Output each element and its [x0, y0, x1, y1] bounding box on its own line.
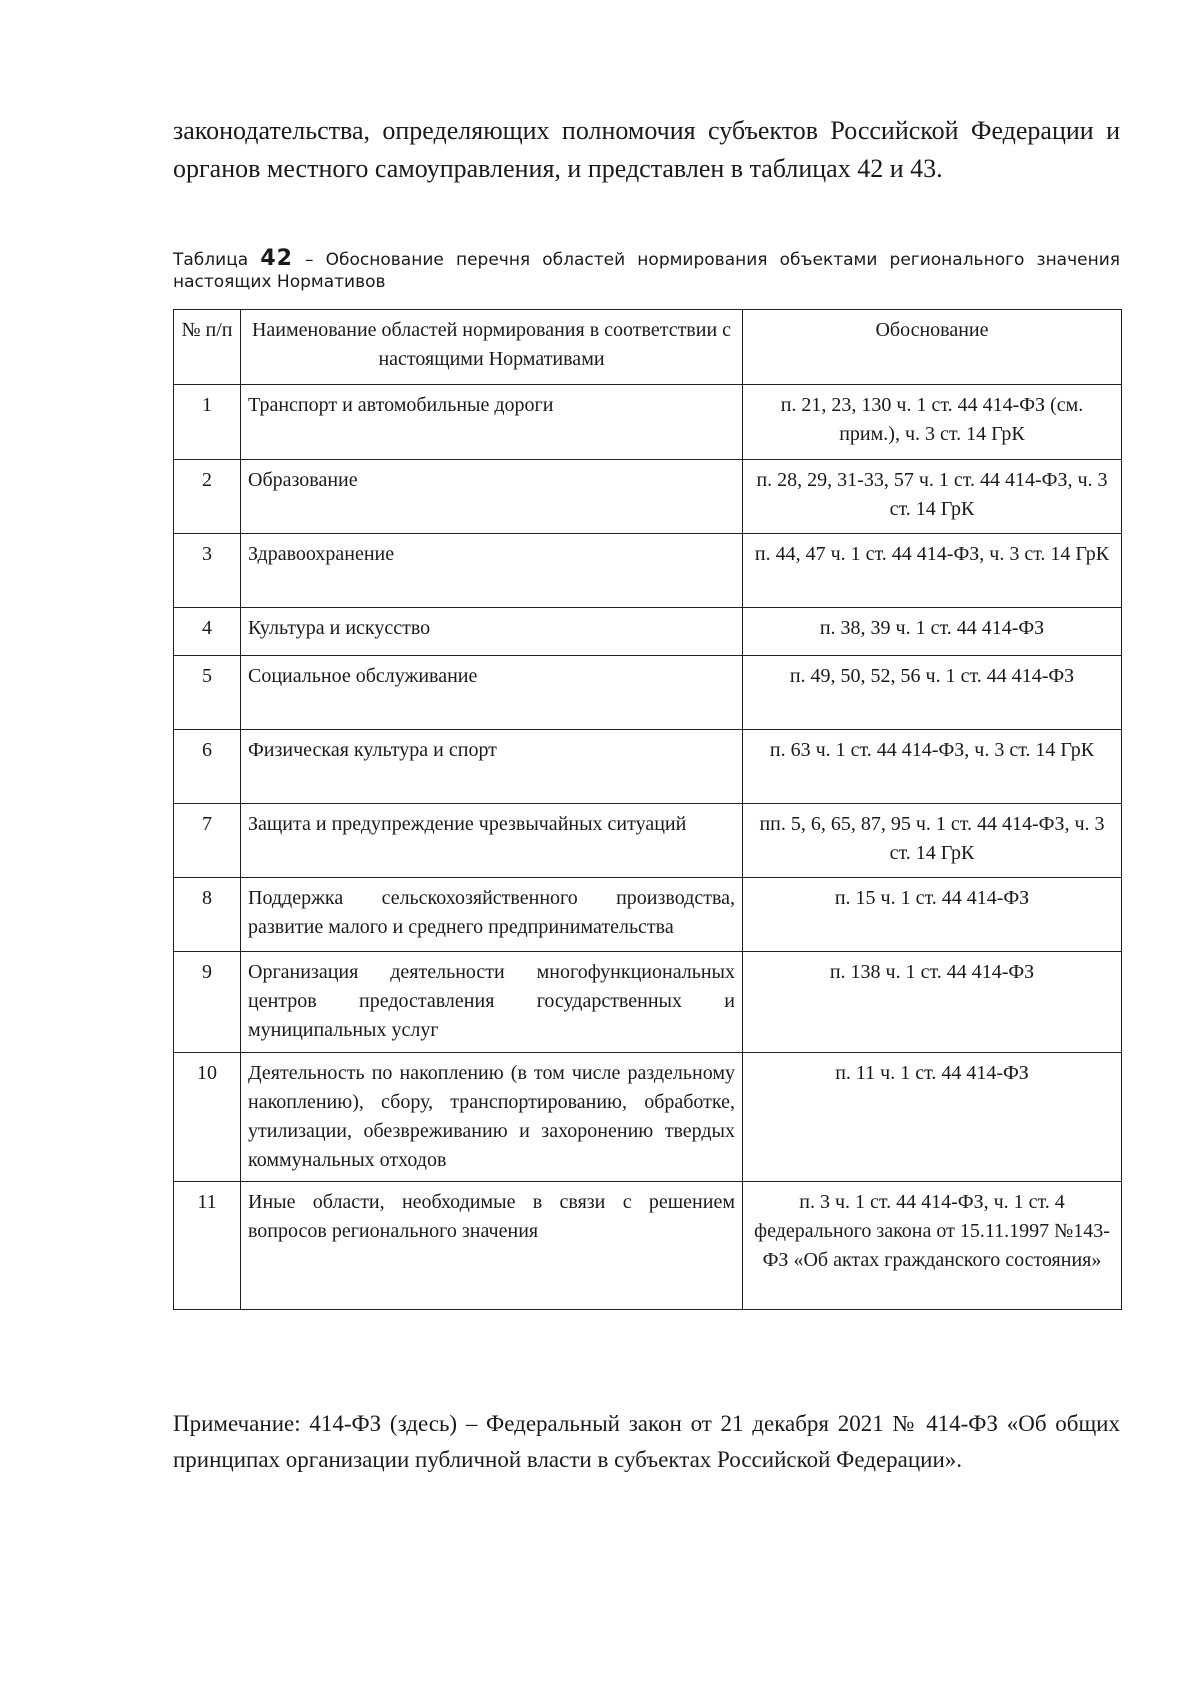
row-number: 3 [174, 534, 241, 608]
row-area-name: Образование [241, 460, 743, 534]
row-number: 8 [174, 878, 241, 952]
intro-paragraph: законодательства, определяющих полномочия субъектов Российской Федерации и органов местного самоуправления, и представлен в таблицах 42 и 43. [173, 116, 1120, 183]
row-area-name: Поддержка сельскохозяйственного производства, развитие малого и среднего предпринимательства [241, 878, 743, 952]
header-num: № п/п [174, 310, 241, 385]
table-row [174, 952, 1122, 1053]
table-row [174, 656, 1122, 730]
row-basis: п. 15 ч. 1 ст. 44 414-ФЗ [743, 878, 1122, 952]
row-number: 6 [174, 730, 241, 804]
table-row [174, 385, 1122, 460]
row-number: 5 [174, 656, 241, 730]
row-area-name: Иные области, необходимые в связи с решением вопросов регионального значения [241, 1182, 743, 1310]
caption-prefix: Таблица [173, 250, 249, 270]
row-basis: п. 63 ч. 1 ст. 44 414-ФЗ, ч. 3 ст. 14 ГрК [743, 730, 1122, 804]
row-area-name: Здравоохранение [241, 534, 743, 608]
row-basis: п. 3 ч. 1 ст. 44 414-ФЗ, ч. 1 ст. 4 федерального закона от 15.11.1997 №143-ФЗ «Об актах гражданского состояния» [743, 1182, 1122, 1310]
row-area-name: Культура и искусство [241, 608, 743, 656]
row-basis: п. 11 ч. 1 ст. 44 414-ФЗ [743, 1053, 1122, 1182]
header-name: Наименование областей нормирования в соответствии с настоящими Нормативами [241, 310, 743, 385]
row-number: 1 [174, 385, 241, 460]
row-basis: п. 44, 47 ч. 1 ст. 44 414-ФЗ, ч. 3 ст. 14 ГрК [743, 534, 1122, 608]
table-row [174, 534, 1122, 608]
table-row [174, 460, 1122, 534]
row-area-name: Организация деятельности многофункциональных центров предоставления государственных и муниципальных услуг [241, 952, 743, 1053]
row-area-name: Социальное обслуживание [241, 656, 743, 730]
row-area-name: Транспорт и автомобильные дороги [241, 385, 743, 460]
row-area-name: Защита и предупреждение чрезвычайных ситуаций [241, 804, 743, 878]
table-caption [173, 248, 1120, 293]
caption-title: Обоснование перечня областей нормирования объектами регионального значения настоящих Нормативов [173, 250, 1120, 292]
table-row [174, 1053, 1122, 1182]
caption-dash: – [305, 250, 314, 270]
header-basis: Обоснование [743, 310, 1122, 385]
row-area-name: Деятельность по накоплению (в том числе раздельному накоплению), сбору, транспортированию, обработке, утилизации, обезвреживанию и захоронению твердых коммунальных отходов [241, 1053, 743, 1182]
row-basis: п. 28, 29, 31-33, 57 ч. 1 ст. 44 414-ФЗ, ч. 3 ст. 14 ГрК [743, 460, 1122, 534]
row-number: 7 [174, 804, 241, 878]
table-row [174, 878, 1122, 952]
caption-number: 42 [260, 246, 293, 271]
row-basis: п. 38, 39 ч. 1 ст. 44 414-ФЗ [743, 608, 1122, 656]
row-basis: п. 49, 50, 52, 56 ч. 1 ст. 44 414-ФЗ [743, 656, 1122, 730]
regulation-areas-table [173, 309, 1122, 1310]
row-number: 2 [174, 460, 241, 534]
footnote: Примечание: 414-ФЗ (здесь) – Федеральный закон от 21 декабря 2021 № 414-ФЗ «Об общих принципах организации публичной власти в субъектах Российской Федерации». [173, 1411, 1120, 1472]
table-row [174, 730, 1122, 804]
table-header-row [174, 310, 1122, 385]
row-number: 4 [174, 608, 241, 656]
table-row [174, 608, 1122, 656]
row-number: 10 [174, 1053, 241, 1182]
row-number: 9 [174, 952, 241, 1053]
row-basis: пп. 5, 6, 65, 87, 95 ч. 1 ст. 44 414-ФЗ, ч. 3 ст. 14 ГрК [743, 804, 1122, 878]
table-row [174, 1182, 1122, 1310]
row-area-name: Физическая культура и спорт [241, 730, 743, 804]
row-number: 11 [174, 1182, 241, 1310]
row-basis: п. 21, 23, 130 ч. 1 ст. 44 414-ФЗ (см. прим.), ч. 3 ст. 14 ГрК [743, 385, 1122, 460]
table-row [174, 804, 1122, 878]
row-basis: п. 138 ч. 1 ст. 44 414-ФЗ [743, 952, 1122, 1053]
